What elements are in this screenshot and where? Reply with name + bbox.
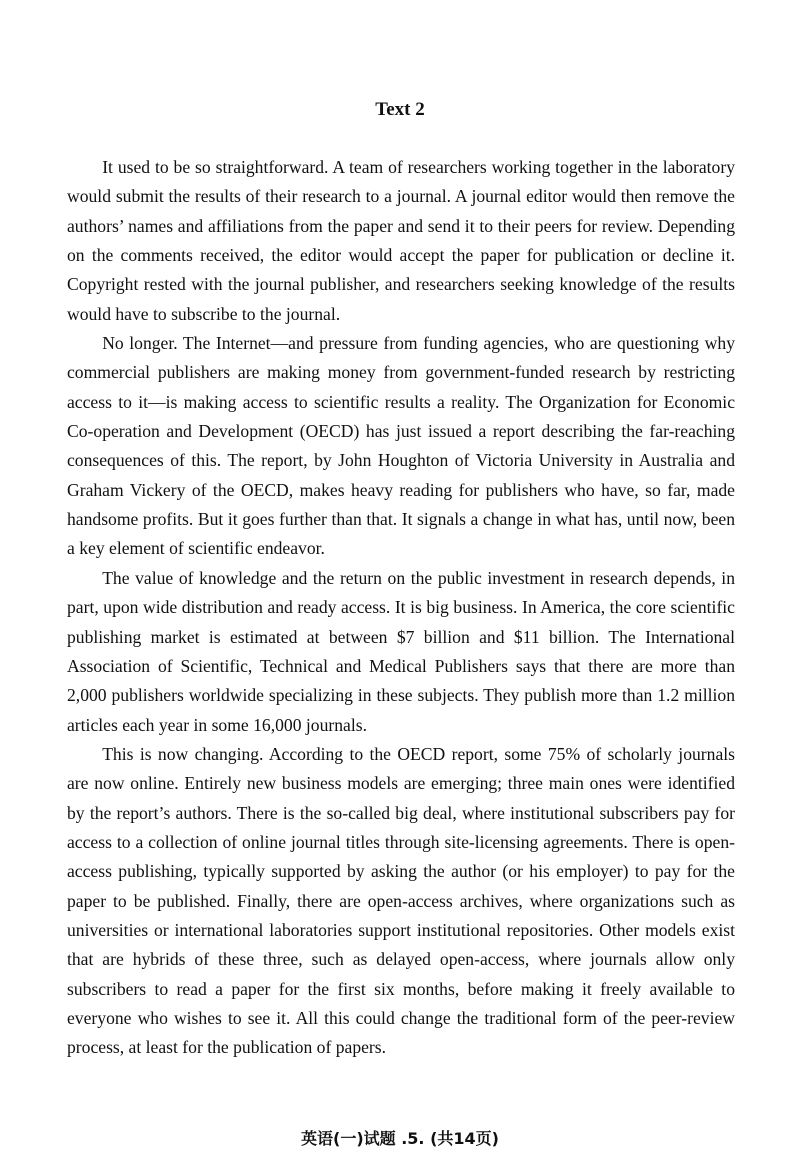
passage-body bbox=[67, 153, 735, 1063]
paragraph-1: It used to be so straightforward. A team of researchers working together in the laboratory would submit the results of their research to a journal. A journal editor would then remove the authors’ names and affiliations from the paper and send it to their peers for review. Depending on the comments received, the editor would accept the paper for publication or decline it. Copyright rested with the journal publisher, and researchers seeking knowledge of the results would have to subscribe to the journal. bbox=[67, 157, 735, 324]
page-footer: 英语(一)试题 .5. (共14页) bbox=[301, 1129, 499, 1148]
section-title: Text 2 bbox=[375, 99, 425, 120]
paragraph-3: The value of knowledge and the return on the public investment in research depends, in part, upon wide distribution and ready access. It is big business. In America, the core scientific publishing market is estimated at between $7 billion and $11 billion. The International Association of Scientific, Technical and Medical Publishers says that there are more than 2,000 publishers worldwide specializing in these subjects. They publish more than 1.2 million articles each year in some 16,000 journals. bbox=[67, 567, 735, 735]
paragraph-2: No longer. The Internet—and pressure from funding agencies, who are questioning why commercial publishers are making money from government-funded research by restricting access to it—is making access to scientific results a reality. The Organization for Economic Co-operation and Development (OECD) has just issued a report describing the far-reaching consequences of this. The report, by John Houghton of Victoria University in Australia and Graham Vickery of the OECD, makes heavy reading for publishers who have, so far, made handsome profits. But it goes further than that. It signals a change in what has, until now, been a key element of scientific endeavor. bbox=[67, 333, 735, 559]
paragraph-4: This is now changing. According to the OECD report, some 75% of scholarly journals are now online. Entirely new business models are emerging; three main ones were identified by the report’s authors. There is the so-called big deal, where institutional subscribers pay for access to a collection of online journal titles through site-licensing agreements. There is open-access publishing, typically supported by asking the author (or his employer) to pay for the paper to be published. Finally, there are open-access archives, where organizations such as universities or international laboratories support institutional repositories. Other models exist that are hybrids of these three, such as delayed open-access, where journals allow only subscribers to read a paper for the first six months, before making it freely available to everyone who wishes to see it. All this could change the traditional form of the peer-review process, at least for the publication of papers. bbox=[67, 743, 735, 1058]
